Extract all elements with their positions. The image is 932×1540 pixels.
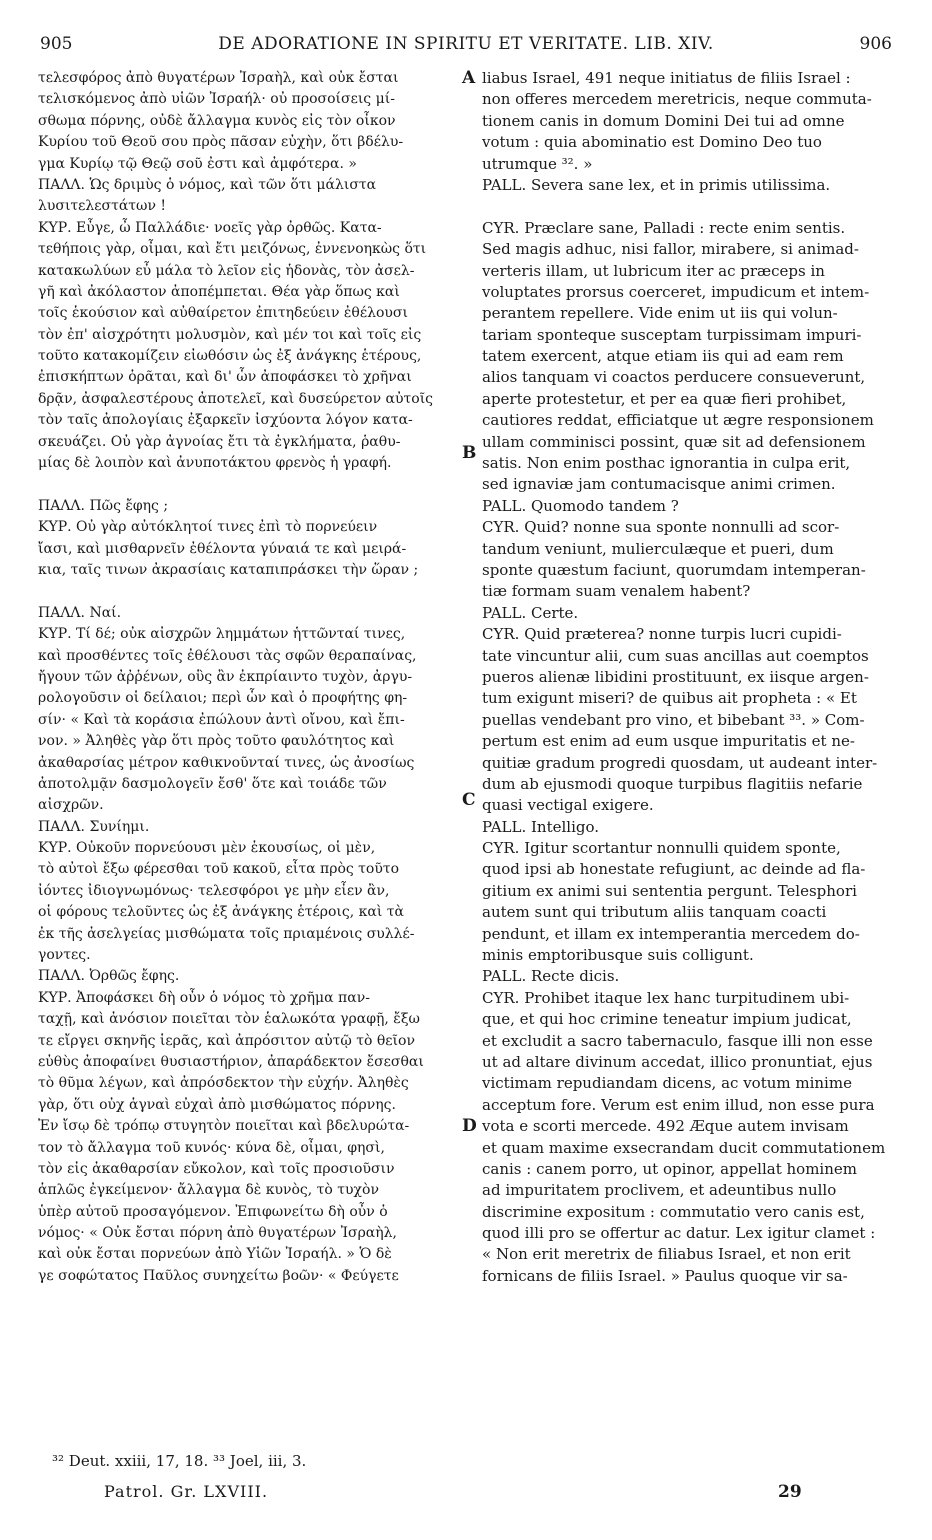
latin-text-line: non offeres mercedem meretricis, neque commuta- [482,90,872,109]
latin-text-line: PALL. Intelligo. [482,817,600,836]
greek-text-line: τὸ αὐτοὶ ἔξω φέρεσθαι τοῦ κακοῦ, εἶτα πρὸς τοῦτο [38,861,400,878]
printer-signature: Patrol. Gr. LXVIII. [104,1482,269,1501]
greek-text-line: τε εἴργει σκηνῆς ἱερᾶς, καὶ ἀπρόσιτον αὐτῷ τὸ θεῖον [38,1032,415,1049]
latin-blank-line [482,196,898,217]
margin-letter-c: C [462,790,476,810]
greek-text-line: ἤγουν τῶν ἀῤῥένων, οὓς ἂν ἐκπρίαιντο τυχὸν, ἀργυ- [38,668,413,685]
margin-letter-d: D [462,1116,477,1136]
greek-text-line: τὸν εἰς ἀκαθαρσίαν εὔκολον, καὶ τοῖς προσιοῦσιν [38,1160,395,1177]
greek-text-line: γοντες. [38,947,91,964]
greek-text-line: ἀκαθαρσίας μέτρον καθικνοῦνταί τινες, ὡς ἀνοσίως [38,754,415,771]
latin-text-line: CYR. Prohibet itaque lex hanc turpitudinem ubi- [482,988,850,1007]
greek-text-line: ἴασι, καὶ μισθαρνεῖν ἐθέλοντα γύναιά τε καὶ μειρά- [38,540,407,557]
latin-text-line: perantem repellere. Vide enim ut iis qui volun- [482,304,838,323]
latin-text-line: tariam sponteque susceptam turpissimam impuri- [482,325,862,344]
latin-text-line: PALL. Certe. [482,603,579,622]
latin-text-line: PALL. Quomodo tandem ? [482,496,679,515]
greek-text-line: δρᾷν, ἀσφαλεστέρους ἀποτελεῖ, καὶ δυσεύρετον αὐτοῖς [38,390,434,407]
greek-text-line: τον τὸ ἄλλαγμα τοῦ κυνός· κύνα δὲ, οἶμαι, φησὶ, [38,1139,385,1156]
greek-text-line: Κυρίου τοῦ Θεοῦ σου πρὸς πᾶσαν εὐχὴν, ὅτι βδέλυ- [38,134,404,151]
margin-letter-b: B [462,443,477,463]
latin-text-line: canis : canem porro, ut opinor, appellat hominem [482,1159,857,1178]
greek-text-line: ΚΥΡ. Οὐκοῦν πορνεύουσι μὲν ἑκουσίως, οἱ μὲν, [38,840,376,857]
latin-text-line: victimam repudiandam dicens, ac votum minime [482,1074,852,1093]
greek-text-line: μίας δὲ λοιπὸν καὶ ἀνυποτάκτου φρενὸς ἡ γραφή. [38,455,392,472]
page-number-right: 906 [859,34,892,54]
latin-text-line: alios tanquam vi coactos perducere consueverunt, [482,368,866,387]
latin-text-line: discrimine expositum : commutatio vero canis est, [482,1202,865,1221]
latin-text-line: CYR. Præclare sane, Palladi : recte enim sentis. [482,218,846,237]
latin-text-line: CYR. Quid præterea? nonne turpis lucri cupidi- [482,625,842,644]
latin-text-line: quod illi pro se offertur ac datur. Lex igitur clamet : [482,1224,876,1243]
greek-text-line: ΠΑΛΛ. Συνίημι. [38,818,150,835]
greek-text-line: ἀποτολμᾷν δασμολογεῖν ἔσθ' ὅτε καὶ τοιάδε τῶν [38,775,387,792]
greek-text-line: κια, ταῖς τινων ἀκρασίαις καταπιπράσκει τὴν ὥραν ; [38,561,419,578]
latin-text-line: acceptum fore. Verum est enim illud, non esse pura [482,1095,875,1114]
latin-text-line: pueros alienæ libidini prostituunt, ex iisque argen- [482,667,869,686]
latin-text-line: sponte quæstum faciunt, quorumdam intemperan- [482,560,866,579]
greek-text-line: οἱ φόρους τελοῦντες ὡς ἐξ ἀνάγκης ἑτέροις, καὶ τὰ [38,904,405,921]
greek-text-line: τὸν ἐπ' αἰσχρότητι μολυσμὸν, καὶ μέν τοι καὶ τοῖς εἰς [38,326,422,343]
latin-text-line: vota e scorti mercede. 492 Æque autem invisam [482,1117,849,1136]
greek-blank-line [38,581,460,602]
latin-text-line: tandum veniunt, mulierculæque et pueri, dum [482,539,834,558]
greek-text-line: αἰσχρῶν. [38,797,104,814]
latin-text-line: utrumque ³². » [482,154,593,173]
latin-text-line: PALL. Recte dicis. [482,967,620,986]
latin-text-line: CYR. Quid? nonne sua sponte nonnulli ad scor- [482,518,840,537]
running-header [0,34,932,62]
latin-text-line: ut ad altare divinum accedat, illico pronuntiat, ejus [482,1052,873,1071]
latin-text-line: sed ignaviæ jam contumacisque animi crimen. [482,475,836,494]
latin-text-line: quasi vectigal exigere. [482,796,654,815]
latin-text-line: fornicans de filiis Israel. » Paulus quoque vir sa- [482,1266,848,1285]
latin-text-line: minis emptoribusque suis colligunt. [482,946,754,965]
greek-text-line: ὑπὲρ αὐτοῦ προσαγόμενον. Ἐπιφωνείτω δὴ οὖν ὁ [38,1203,388,1220]
latin-text-line: Sed magis adhuc, nisi fallor, mirabere, si animad- [482,240,859,259]
latin-text-line: satis. Non enim posthac ignorantia in culpa erit, [482,454,851,473]
latin-text-line: pendunt, et illam ex intemperantia mercedem do- [482,924,860,943]
latin-text-line: que, et qui hoc crimine teneatur impium judicat, [482,1010,852,1029]
greek-text-line: καὶ προσθέντες τοῖς ἐθέλουσι τὰς σφῶν θεραπαίνας, [38,647,417,664]
greek-text-line: τὸν ταῖς ἀπολογίαις ἐξαρκεῖν ἰσχύοντα λόγον κατα- [38,412,413,429]
latin-text-line: tatem exercent, atque etiam iis qui ad eam rem [482,347,844,366]
greek-text-line: ΚΥΡ. Τί δέ; οὐκ αἰσχρῶν λημμάτων ἡττῶνταί τινες, [38,626,406,643]
latin-text-line: votum : quia abominatio est Domino Deo tuo [482,133,822,152]
latin-text-line: pertum est enim ad eum usque impuritatis et ne- [482,732,855,751]
greek-text-line: σκευάζει. Οὐ γὰρ ἀγνοίας ἔτι τὰ ἐγκλήματα, ῥαθυ- [38,433,401,450]
latin-text-line: aperte protestetur, et per ea quæ fieri prohibet, [482,389,847,408]
greek-text-line: σθωμα πόρνης, οὐδὲ ἄλλαγμα κυνὸς εἰς τὸν οἶκον [38,112,396,129]
greek-text-line: τοῖς ἑκούσιον καὶ αὐθαίρετον ἐπιτηδεύειν ἐθέλουσι [38,305,408,322]
greek-text-line: τὸ θῦμα λέγων, καὶ ἀπρόσδεκτον τὴν εὐχήν. Ἀληθὲς [38,1075,409,1092]
greek-text-line: ἁπλῶς ἐγκείμενον· ἄλλαγμα δὲ κυνὸς, τὸ τυχὸν [38,1182,379,1199]
greek-text-line: ΠΑΛΛ. Ναί. [38,604,122,621]
greek-text-line: ἐκ τῆς ἀσελγείας μισθώματα τοῖς πριαμένοις συλλέ- [38,925,415,942]
greek-text-line: λυσιτελεστάτων ! [38,198,167,215]
latin-text-line: verteris illam, ut lubricum iter ac præceps in [482,261,825,280]
latin-text-line: tate vincuntur alii, cum suas ancillas aut coemptos [482,646,869,665]
latin-text-line: « Non erit meretrix de filiabus Israel, et non erit [482,1245,851,1264]
greek-text-column [38,68,460,1287]
greek-text-line: τεθήποις γὰρ, οἶμαι, καὶ ἔτι μειζόνως, ἐννενοηκὼς ὅτι [38,241,427,258]
latin-text-column [482,68,898,1287]
greek-text-line: ΚΥΡ. Οὐ γὰρ αὐτόκλητοί τινες ἐπὶ τὸ πορνεύειν [38,519,378,536]
latin-text-line: tum exigunt miseri? de quibus ait propheta : « Et [482,689,857,708]
greek-text-line: ΚΥΡ. Ἀποφάσκει δὴ οὖν ὁ νόμος τὸ χρῆμα παν- [38,989,370,1006]
greek-text-line: ΠΑΛΛ. Πῶς ἔφης ; [38,497,169,514]
greek-text-line: γὰρ, ὅτι οὐχ ἁγναὶ εὐχαὶ ἀπὸ μισθώματος πόρνης. [38,1096,396,1113]
greek-text-line: ΠΑΛΛ. Ὀρθῶς ἔφης. [38,968,180,985]
latin-text-line: tionem canis in domum Domini Dei tui ad omne [482,111,845,130]
greek-text-line: νόμος· « Οὐκ ἔσται πόρνη ἀπὸ θυγατέρων Ἰσραὴλ, [38,1225,397,1242]
page-number-left: 905 [40,34,73,54]
greek-text-line: τοῦτο κατακομίζειν εἰωθόσιν ὡς ἐξ ἀνάγκης ἑτέρους, [38,348,422,365]
latin-text-line: ad impuritatem proclivem, et adeuntibus nullo [482,1181,837,1200]
greek-text-line: γε σοφώτατος Παῦλος συνηχείτω βοῶν· « Φεύγετε [38,1267,399,1284]
greek-text-line: σίν· « Καὶ τὰ κοράσια ἐπώλουν ἀντὶ οἴνου, καὶ ἔπι- [38,711,405,728]
latin-text-line: cautiores reddat, efficiatque ut ægre responsionem [482,411,874,430]
greek-text-line: Ἐν ἴσῳ δὲ τρόπῳ στυγητὸν ποιεῖται καὶ βδελυρώτα- [38,1118,410,1135]
latin-text-line: PALL. Severa sane lex, et in primis utilissima. [482,175,831,194]
greek-text-line: ΚΥΡ. Εὖγε, ὦ Παλλάδιε· νοεῖς γὰρ ὀρθῶς. Κατα- [38,219,382,236]
running-title: DE ADORATIONE IN SPIRITU ET VERITATE. LIB. XIV. [218,34,714,54]
latin-text-line: et excludit a sacro tabernaculo, fasque illi non esse [482,1031,873,1050]
greek-text-line: ἐπισκήπτων ὁρᾶται, καὶ δι' ὧν ἀποφάσκει τὸ χρῆναι [38,369,412,386]
greek-blank-line [38,474,460,495]
latin-text-line: quitiæ gradum progredi quosdam, ut audeant inter- [482,753,878,772]
greek-text-line: ρολογοῦσιν οἱ δείλαιοι; περὶ ὧν καὶ ὁ προφήτης φη- [38,690,408,707]
margin-letter-a: A [462,68,476,88]
latin-text-line: liabus Israel, 491 neque initiatus de filiis Israel : [482,69,851,87]
greek-text-line: ἰόντες ἰδιογνωμόνως· τελεσφόροι γε μὴν εἶεν ἂν, [38,882,390,899]
greek-text-line: ταχῇ, καὶ ἀνόσιον ποιεῖται τὸν ἑαλωκότα γραφῇ, ἔξω [38,1011,420,1028]
greek-text-line: κατακωλύων εὖ μάλα τὸ λεῖον εἰς ἡδονὰς, τὸν ἀσελ- [38,262,415,279]
latin-text-line: dum ab ejusmodi quoque turpibus flagitiis nefarie [482,774,863,793]
greek-text-line: νον. » Ἀληθὲς γὰρ ὅτι πρὸς τοῦτο φαυλότητος καὶ [38,733,395,750]
latin-text-line: CYR. Igitur scortantur nonnulli quidem sponte, [482,839,841,858]
sheet-number: 29 [778,1482,802,1502]
latin-text-line: voluptates prorsus coerceret, impudicum et intem- [482,282,870,301]
footnotes: ³² Deut. xxiii, 17, 18. ³³ Joel, iii, 3. [52,1452,307,1470]
latin-text-line: puellas vendebant pro vino, et bibebant ³³. » Com- [482,710,865,729]
greek-text-line: ΠΑΛΛ. Ὡς δριμὺς ὁ νόμος, καὶ τῶν ὅτι μάλιστα [38,176,377,193]
latin-text-line: quod ipsi ab honestate refugiunt, ac deinde ad fla- [482,860,866,879]
greek-text-line: εὐθὺς ἀποφαίνει θυσιαστήριον, ἀπαράδεκτον ἔσεσθαι [38,1053,424,1070]
latin-text-line: gitium ex animi sui sententia pergunt. Telesphori [482,881,857,900]
greek-text-line: γῆ καὶ ἀκόλαστον ἀποπέμπεται. Θέα γὰρ ὅπως καὶ [38,283,400,300]
greek-text-line: καὶ οὐκ ἔσται πορνεύων ἀπὸ Υἱῶν Ἰσραήλ. » Ὁ δὲ [38,1246,392,1263]
latin-text-line: autem sunt qui tributum aliis tanquam coacti [482,903,827,922]
greek-text-line: γμα Κυρίῳ τῷ Θεῷ σοῦ ἐστι καὶ ἀμφότερα. » [38,155,357,172]
latin-text-line: tiæ formam suam venalem habent? [482,582,751,601]
latin-text-line: et quam maxime exsecrandam ducit commutationem [482,1138,886,1157]
greek-text-line: τελεσφόρος ἀπὸ θυγατέρων Ἰσραὴλ, καὶ οὐκ ἔσται [38,70,399,86]
latin-text-line: ullam comminisci possint, quæ sit ad defensionem [482,432,866,451]
greek-text-line: τελισκόμενος ἀπὸ υἱῶν Ἰσραήλ· οὐ προσοίσεις μί- [38,91,395,108]
